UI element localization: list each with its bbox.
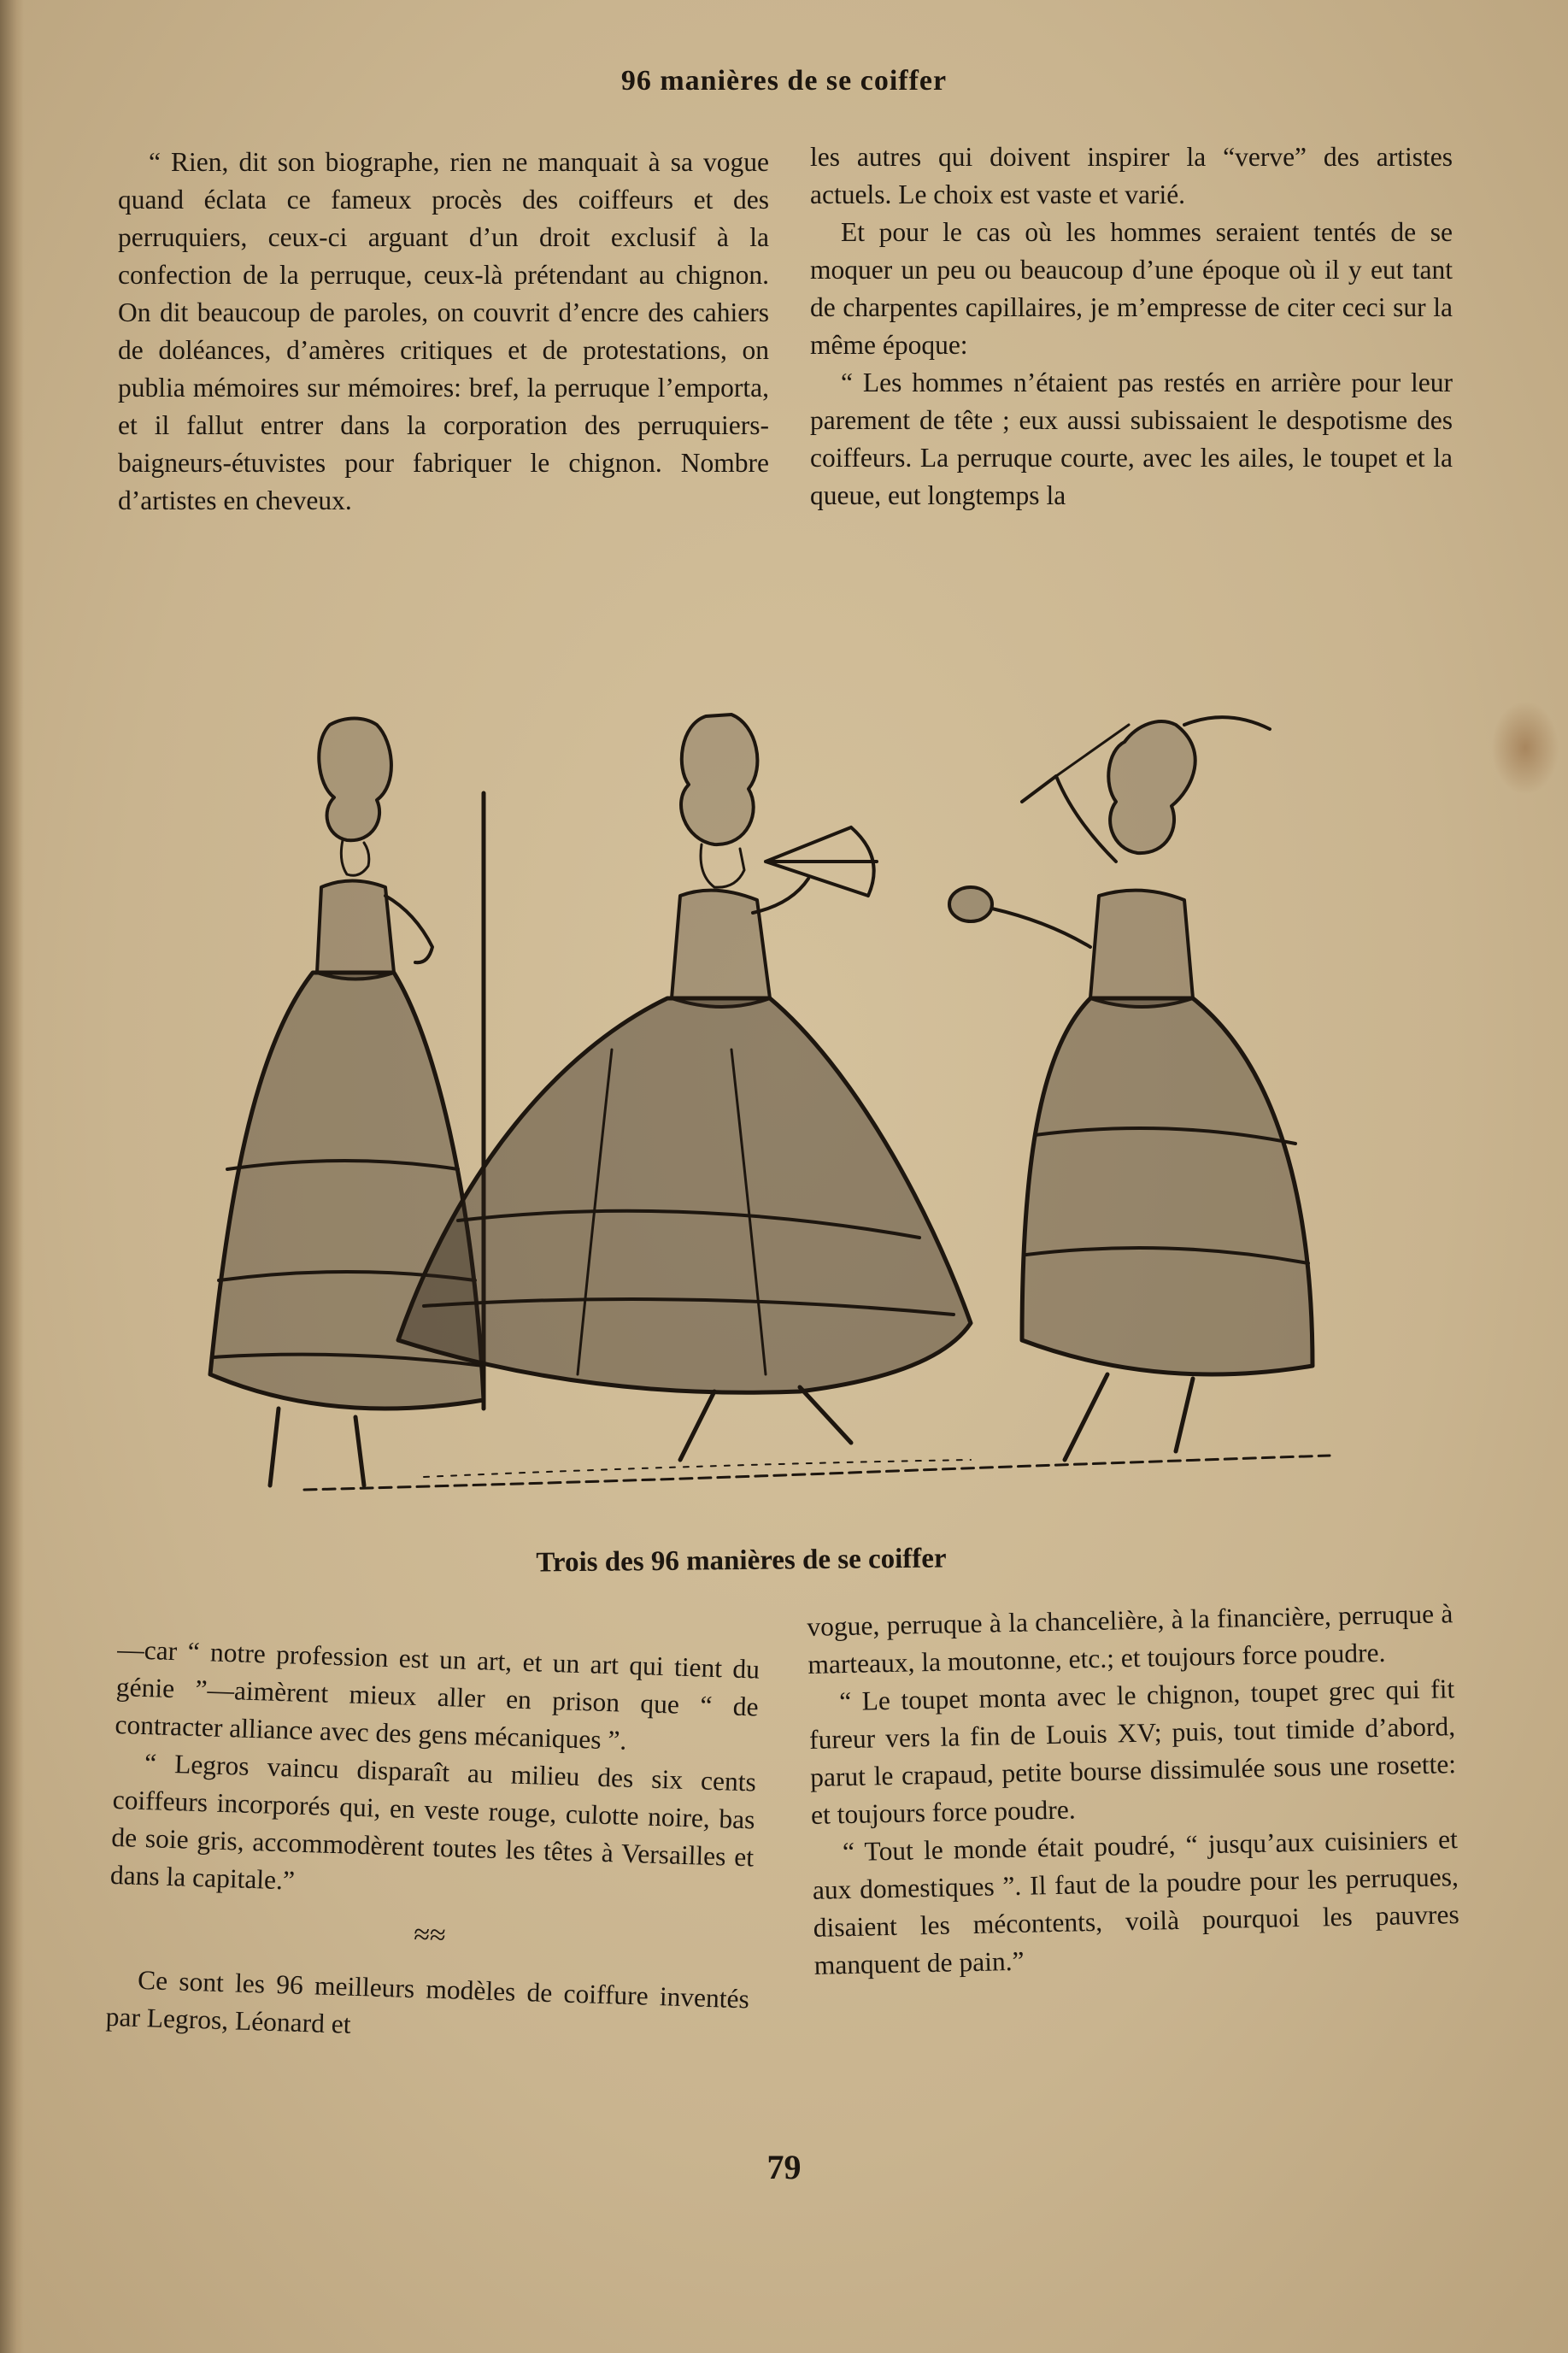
paragraph: les autres qui doivent inspirer la “verve” des artistes actuels. Le choix est vaste et varié. bbox=[810, 142, 1453, 209]
paragraph: —car “ notre profession est un art, et un art qui tient du génie ”—aimèrent mieux aller en prison que “ de contracter alliance avec des gens mécaniques ”. bbox=[115, 1633, 761, 1756]
page-spine-shadow bbox=[0, 0, 24, 2353]
running-head: 96 manières de se coiffer bbox=[620, 65, 948, 97]
paragraph: “ Rien, dit son biographe, rien ne manquait à sa vogue quand éclata ce fameux procès des coiffeurs et des perruquiers, ceux-ci arguant d’un droit exclusif à la confection de la perruque, ceux-là prétendant au chignon. On dit beaucoup de paroles, on couvrit d’encre des cahiers de doléances, d’amères critiques et de protestations, on publia mémoires sur mémoires: bref, la perruque l’emporta, et il fallut entrer dans la corporation des perruquiers-baigneurs-étuvistes pour fabriquer le chignon. Nombre d’artistes en cheveux. bbox=[118, 147, 769, 515]
tall-headdress bbox=[1108, 721, 1195, 853]
ground-line bbox=[304, 1456, 1330, 1490]
paragraph: “ Legros vaincu disparaît au milieu des six cents coiffeurs incorporés qui, en veste rouge, culotte noire, bas de soie gris, accommodèrent toutes les têtes à Versailles et dans la capitale.” bbox=[109, 1748, 757, 1896]
figure-right-woman bbox=[949, 717, 1313, 1460]
bottom-left-column bbox=[105, 1631, 761, 2056]
tall-headdress bbox=[681, 715, 757, 844]
skirt bbox=[1022, 998, 1313, 1374]
section-ornament: ≈≈ bbox=[413, 1919, 447, 1952]
paragraph: vogue, perruque à la chancelière, à la financière, perruque à marteaux, la moutonne, etc.; et toujours force poudre. bbox=[807, 1598, 1453, 1679]
page-number: 79 bbox=[766, 2148, 802, 2186]
engraving-three-women-illustration bbox=[202, 691, 1415, 1511]
paragraph: “ Tout le monde était poudré, “ jusqu’aux cuisiniers et aux domestiques ”. Il faut de la poudre pour les perruques, disaient les mécontents, voilà pourquoi les pauvres manquent de pain.” bbox=[812, 1824, 1460, 1980]
raised-arm bbox=[1022, 776, 1116, 862]
top-right-column bbox=[810, 138, 1453, 515]
paragraph: Et pour le cas où les hommes seraient tentés de se moquer un peu ou beaucoup d’une époque où il y eut tant de charpentes capillaires, je m’empresse de citer ceci sur la même époque: bbox=[810, 217, 1453, 360]
bodice bbox=[1090, 891, 1193, 1007]
tall-headdress bbox=[319, 719, 391, 841]
paragraph: Ce sont les 96 meilleurs modèles de coiffure inventés par Legros, Léonard et bbox=[105, 1964, 750, 2039]
paragraph: “ Les hommes n’étaient pas restés en arrière pour leur parement de tête ; eux aussi subissaient le despotisme des coiffeurs. La perruque courte, avec les ailes, le toupet et la queue, eut longtemps la bbox=[810, 368, 1453, 510]
bodice bbox=[317, 881, 394, 979]
figure-left-woman bbox=[210, 719, 484, 1486]
bottom-right-column bbox=[807, 1595, 1460, 1985]
bodice bbox=[672, 891, 770, 1007]
paragraph: “ Le toupet monta avec le chignon, toupet grec qui fit fureur vers la fin de Louis XV; puis, tout timide d’abord, parut le crapaud, petite bourse dissimulée sous une rosette: et toujours force poudre. bbox=[808, 1674, 1457, 1830]
flowers bbox=[949, 887, 992, 921]
fan bbox=[766, 827, 877, 896]
paper-stain bbox=[1491, 701, 1559, 795]
top-left-column bbox=[118, 144, 769, 520]
illustration-caption: Trois des 96 manières de se coiffer bbox=[536, 1543, 947, 1579]
